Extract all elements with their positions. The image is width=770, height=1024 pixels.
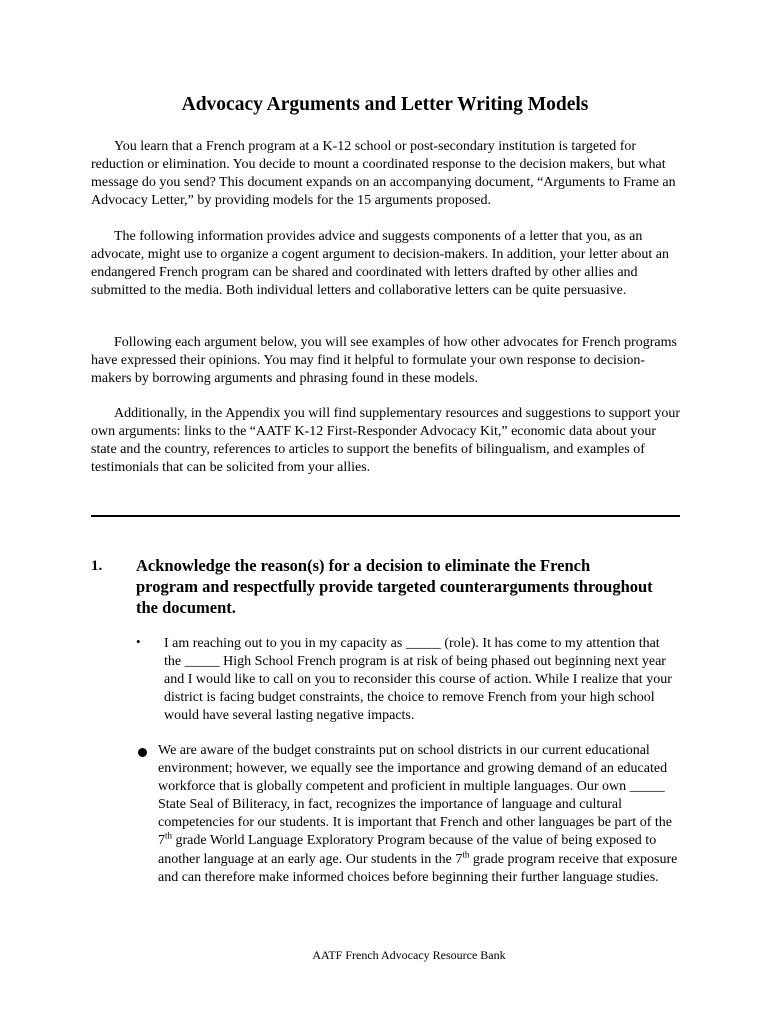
- section-number: 1.: [91, 558, 103, 574]
- bullet-text-2-part-c: grade program receive that exposure and can therefore make informed choices before beginning their further language studies.: [158, 851, 678, 885]
- bullet-text-2-part-b: grade World Language Exploratory Program because of the value of being exposed to another language at an early age. Our students in the 7: [158, 833, 657, 867]
- bullet-text-1: I am reaching out to you in my capacity as _____ (role). It has come to my attention that the _____ High School French program is at risk of being phased out beginning next year and I would like to call on you to reconsider this course of action. While I realize that your district is facing budget constraints, the choice to remove French from your high school would have several lasting negative impacts.: [164, 636, 672, 724]
- section-divider: [91, 515, 680, 517]
- section-heading: Acknowledge the reason(s) for a decision to eliminate the French program and respectfully provide targeted counterarguments throughout the document.: [136, 556, 653, 617]
- superscript-th: th: [165, 830, 173, 841]
- superscript-th: th: [462, 848, 470, 859]
- bullet-text-2-part-a: We are aware of the budget constraints put on school districts in our current educational environment; however, we equally see the importance and growing demand of an educated workforce that is globally competent and proficient in multiple languages. Our own _____ State Seal of Biliteracy, in fact, recognizes the importance of language and cultural competencies for our students. It is important that French and other languages be part of the 7: [158, 743, 672, 849]
- guidance-paragraph: The following information provides advice and suggests components of a letter that you, as an advocate, might use to organize a cogent argument to decision-makers. In addition, your letter about an endangered French program can be shared and coordinated with letters drafted by other allies and submitted to the media. Both individual letters and collaborative letters can be quite persuasive.: [91, 229, 669, 299]
- filled-circle-bullet-icon: [138, 748, 147, 757]
- appendix-paragraph: Additionally, in the Appendix you will find supplementary resources and suggestions to support your own arguments: links to the “AATF K-12 First-Responder Advocacy Kit,” economic data about your state and the country, references to articles to support the benefits of bilingualism, and examples of testimonials that can be solicited from your allies.: [91, 406, 681, 476]
- intro-paragraph: You learn that a French program at a K-12 school or post-secondary institution is targeted for reduction or elimination. You decide to mount a coordinated response to the decision makers, but what message do you send? This document expands on an accompanying document, “Arguments to Frame an Advocacy Letter,” by providing models for the 15 arguments proposed.: [91, 139, 676, 209]
- bullet-text-2: [158, 742, 678, 887]
- examples-paragraph: Following each argument below, you will see examples of how other advocates for French programs have expressed their opinions. You may find it helpful to formulate your own response to decision-makers by borrowing arguments and phrasing found in these models.: [91, 335, 677, 387]
- page-title: Advocacy Arguments and Letter Writing Models: [181, 94, 589, 115]
- page-footer: AATF French Advocacy Resource Bank: [312, 948, 506, 962]
- bullet-icon: •: [136, 634, 141, 649]
